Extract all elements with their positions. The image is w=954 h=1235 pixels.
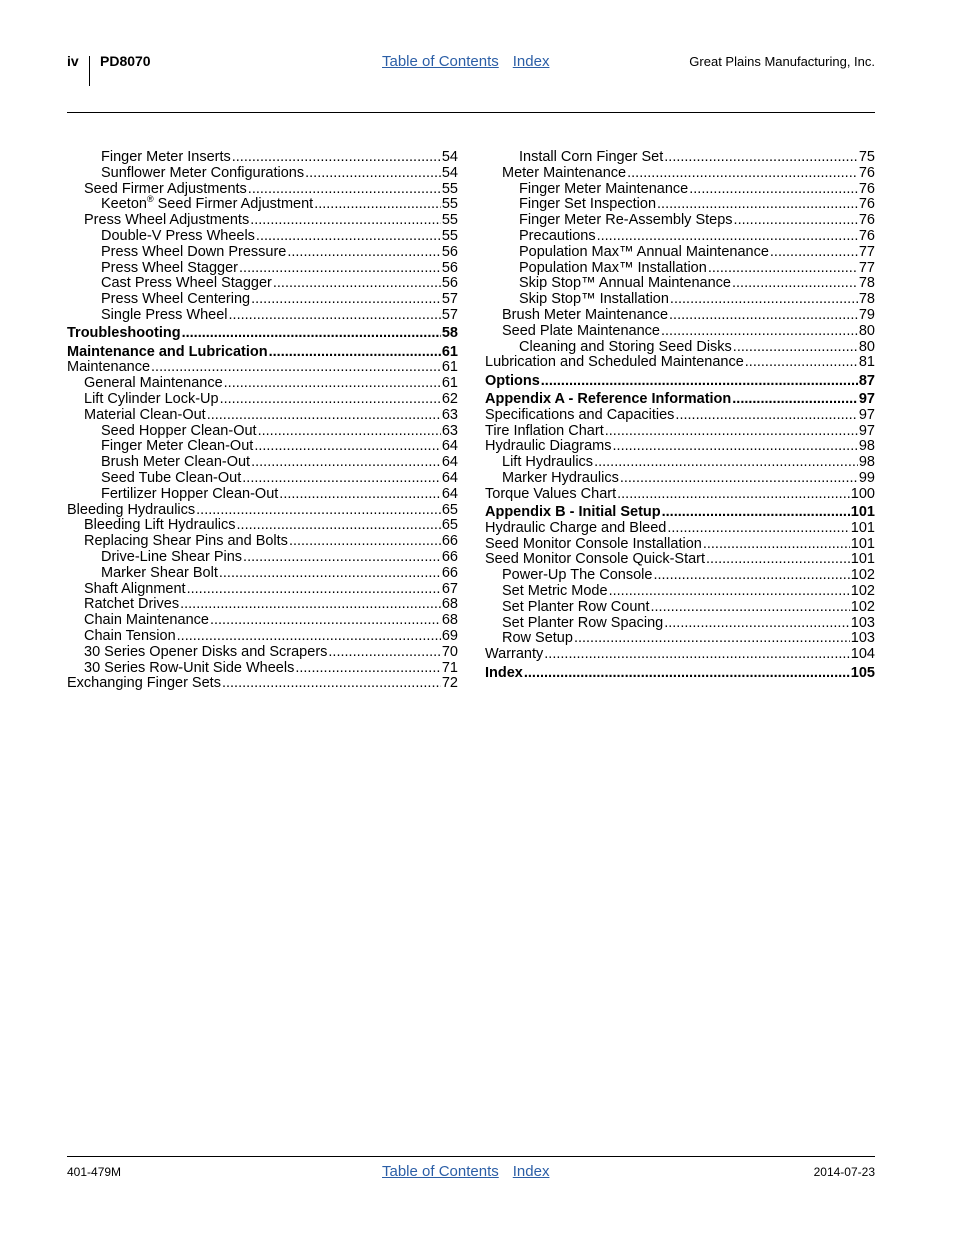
dot-leader [210,613,441,629]
header-rule [67,112,875,113]
toc-entry-page: 78 [858,291,875,308]
dot-leader [254,439,441,455]
toc-entry-page: 97 [858,390,875,407]
toc-entry-page: 102 [850,583,875,600]
toc-entry[interactable] [67,629,458,645]
toc-entry-page: 102 [850,567,875,584]
toc-entry[interactable] [67,150,458,166]
toc-entry-title: Keeton® Seed Firmer Adjustment [101,194,314,213]
toc-entry-title: Lift Cylinder Lock-Up [84,390,219,407]
dot-leader [219,566,441,582]
toc-entry-title: Skip Stop™ Installation [519,291,669,308]
dot-leader [269,345,441,361]
toc-entry[interactable] [67,213,458,229]
toc-entry-title: Row Setup [502,630,573,647]
toc-entry-page: 98 [858,438,875,455]
toc-entry-page: 79 [858,306,875,323]
dot-leader [734,213,858,229]
toc-entry[interactable] [485,182,875,198]
dot-leader [594,455,858,471]
toc-entry-page: 55 [441,212,458,229]
toc-entry-title: Lubrication and Scheduled Maintenance [485,354,744,371]
dot-leader [224,376,441,392]
toc-entry-title: Fertilizer Hopper Clean-Out [101,485,279,502]
toc-column-right [485,150,875,681]
toc-entry-title: Finger Meter Re-Assembly Steps [519,212,733,229]
toc-entry-title: Brush Meter Clean-Out [101,454,251,471]
toc-entry[interactable] [67,597,458,613]
dot-leader [289,534,441,550]
toc-entry[interactable] [485,631,875,647]
toc-entry-title: Hydraulic Diagrams [485,438,612,455]
toc-entry-page: 76 [858,180,875,197]
toc-entry-title: General Maintenance [84,375,223,392]
toc-entry-page: 61 [441,359,458,376]
toc-entry[interactable] [485,424,875,440]
toc-entry-page: 63 [441,406,458,423]
dot-leader [609,584,850,600]
toc-entry-title: Replacing Shear Pins and Bolts [84,533,288,550]
toc-entry[interactable] [67,166,458,182]
publish-date: 2014-07-23 [813,1165,875,1179]
toc-entry-page: 61 [441,343,458,360]
toc-entry-page: 65 [441,501,458,518]
toc-entry-title: Specifications and Capacities [485,406,675,423]
toc-entry-page: 77 [858,259,875,276]
toc-entry[interactable] [67,471,458,487]
toc-entry-title: Maintenance [67,359,151,376]
toc-entry-title: Single Press Wheel [101,306,228,323]
toc-entry[interactable] [67,229,458,245]
toc-entry-title: Appendix B - Initial Setup [485,504,661,521]
dot-leader [177,629,441,645]
dot-leader [620,471,858,487]
dot-leader [239,261,441,277]
toc-entry[interactable] [485,197,875,213]
toc-entry[interactable] [67,345,458,361]
dot-leader [258,424,441,440]
toc-entry-page: 71 [441,659,458,676]
toc-entry-page: 101 [850,535,875,552]
dot-leader [273,276,441,292]
dot-leader [675,408,857,424]
dot-leader [541,374,858,390]
toc-entry-page: 100 [850,485,875,502]
toc-entry[interactable] [67,194,458,213]
toc-entry[interactable] [67,534,458,550]
toc-entry[interactable] [67,676,458,692]
toc-entry-title: 30 Series Row-Unit Side Wheels [84,659,295,676]
toc-entry-page: 76 [858,164,875,181]
dot-leader [664,150,858,166]
toc-entry[interactable] [67,292,458,308]
dot-leader [251,455,441,471]
toc-entry-title: Set Metric Mode [502,583,608,600]
toc-entry-title: Exchanging Finger Sets [67,675,221,692]
dot-leader [524,666,850,682]
toc-entry[interactable] [67,308,458,324]
toc-entry-page: 80 [858,322,875,339]
dot-leader [328,645,440,661]
toc-entry[interactable] [67,503,458,519]
dot-leader [196,503,441,519]
toc-entry-page: 56 [441,259,458,276]
dot-leader [706,552,850,568]
toc-entry-page: 56 [441,275,458,292]
toc-entry-title: 30 Series Opener Disks and Scrapers [84,643,328,660]
toc-entry-page: 104 [850,646,875,663]
toc-entry-page: 97 [858,422,875,439]
dot-leader [708,261,858,277]
toc-entry[interactable] [485,505,875,521]
dot-leader [151,360,441,376]
toc-entry[interactable] [485,245,875,261]
dot-leader [237,518,441,534]
document-id: PD8070 [100,53,151,69]
toc-entry[interactable] [67,261,458,277]
toc-entry-title: Options [485,372,540,389]
toc-entry-title: Precautions [519,227,596,244]
toc-entry-title: Ratchet Drives [84,596,180,613]
toc-entry-title: Seed Monitor Console Installation [485,535,702,552]
dot-leader [664,616,850,632]
dot-leader [242,471,441,487]
footer-index-link[interactable]: Index [512,1163,550,1180]
toc-entry-page: 101 [850,504,875,521]
dot-leader [187,582,441,598]
dot-leader [661,324,858,340]
toc-entry-title: Press Wheel Centering [101,291,251,308]
toc-entry-title: Seed Monitor Console Quick-Start [485,551,706,568]
toc-entry-title: Population Max™ Installation [519,259,707,276]
page-number: iv [67,53,79,69]
dot-leader [732,392,858,408]
toc-entry-title: Set Planter Row Spacing [502,614,664,631]
toc-entry[interactable] [485,616,875,632]
dot-leader [597,229,858,245]
footer-nav [382,1163,563,1180]
toc-entry[interactable] [485,355,875,371]
toc-entry-title: Finger Set Inspection [519,196,657,213]
toc-entry-title: Bleeding Hydraulics [67,501,196,518]
toc-entry-page: 55 [441,196,458,213]
dot-leader [732,276,858,292]
toc-entry-page: 72 [441,675,458,692]
toc-entry-title: Bleeding Lift Hydraulics [84,517,236,534]
toc-entry-page: 76 [858,212,875,229]
dot-leader [250,213,441,229]
toc-entry[interactable] [485,408,875,424]
toc-entry-page: 66 [441,548,458,565]
dot-leader [669,308,858,324]
dot-leader [770,245,858,261]
toc-entry-title: Cleaning and Storing Seed Disks [519,338,732,355]
dot-leader [295,661,441,677]
toc-entry[interactable] [67,245,458,261]
dot-leader [613,439,858,455]
dot-leader [314,197,441,213]
toc-entry-title: Seed Firmer Adjustments [84,180,247,197]
toc-entry-title: Brush Meter Maintenance [502,306,669,323]
toc-entry-page: 76 [858,227,875,244]
toc-entry-page: 102 [850,598,875,615]
toc-entry[interactable] [67,376,458,392]
toc-entry-title: Warranty [485,646,544,663]
toc-entry[interactable] [485,471,875,487]
dot-leader [657,197,858,213]
toc-entry-page: 101 [850,551,875,568]
toc-entry-page: 103 [850,614,875,631]
dot-leader [232,150,441,166]
dot-leader [256,229,441,245]
dot-leader [651,600,850,616]
toc-entry-title: Maintenance and Lubrication [67,343,268,360]
toc-entry-title: Seed Plate Maintenance [502,322,660,339]
header-index-link[interactable]: Index [512,53,550,70]
toc-entry-title: Install Corn Finger Set [519,149,664,165]
dot-leader [182,326,441,342]
toc-entry-page: 87 [858,372,875,389]
toc-entry-page: 57 [441,291,458,308]
toc-entry-title: Tire Inflation Chart [485,422,604,439]
toc-entry-page: 98 [858,454,875,471]
toc-entry-title: Press Wheel Adjustments [84,212,250,229]
dot-leader [251,292,441,308]
toc-entry[interactable] [485,647,875,663]
toc-entry-page: 77 [858,243,875,260]
toc-entry-page: 66 [441,533,458,550]
dot-leader [667,521,849,537]
toc-entry[interactable] [67,455,458,471]
dot-leader [703,537,850,553]
toc-entry[interactable] [485,584,875,600]
toc-entry[interactable] [67,360,458,376]
toc-entry-title: Power-Up The Console [502,567,653,584]
toc-entry-page: 75 [858,149,875,165]
toc-entry-page: 69 [441,627,458,644]
toc-entry[interactable] [67,487,458,503]
dot-leader [544,647,850,663]
dot-leader [605,424,858,440]
toc-entry-title: Finger Meter Maintenance [519,180,689,197]
toc-entry-page: 80 [858,338,875,355]
toc-entry-page: 64 [441,485,458,502]
dot-leader [627,166,858,182]
toc-entry-title: Seed Tube Clean-Out [101,469,242,486]
toc-entry-title: Index [485,664,523,681]
toc-entry-page: 55 [441,180,458,197]
dot-leader [180,597,441,613]
toc-entry-page: 65 [441,517,458,534]
dot-leader [222,676,441,692]
dot-leader [279,487,441,503]
toc-entry-title: Appendix A - Reference Information [485,390,732,407]
dot-leader [689,182,858,198]
dot-leader [243,550,441,566]
toc-entry-page: 61 [441,375,458,392]
footer-toc-link[interactable]: Table of Contents [382,1163,499,1180]
toc-entry[interactable] [67,661,458,677]
toc-entry-title: Set Planter Row Count [502,598,650,615]
toc-entry-title: Press Wheel Stagger [101,259,239,276]
toc-entry-title: Hydraulic Charge and Bleed [485,519,667,536]
toc-entry-title: Meter Maintenance [502,164,627,181]
dot-leader [207,408,441,424]
toc-entry-page: 64 [441,469,458,486]
dot-leader [574,631,850,647]
toc-entry[interactable] [67,645,458,661]
header-toc-link[interactable]: Table of Contents [382,53,499,70]
toc-entry[interactable] [485,374,875,390]
toc-entry-title: Finger Meter Inserts [101,149,231,165]
toc-entry-page: 67 [441,580,458,597]
toc-entry-page: 70 [441,643,458,660]
toc-entry[interactable] [485,292,875,308]
toc-entry-title: Shaft Alignment [84,580,186,597]
toc-entry[interactable] [67,439,458,455]
toc-entry-page: 68 [441,612,458,629]
toc-entry[interactable] [485,600,875,616]
toc-entry[interactable] [485,666,875,682]
part-number: 401-479M [67,1165,122,1179]
toc-column-left [67,150,458,692]
toc-entry-page: 68 [441,596,458,613]
toc-entry[interactable] [485,340,875,356]
toc-entry-title: Sunflower Meter Configurations [101,164,305,181]
toc-entry[interactable] [67,613,458,629]
dot-leader [653,568,849,584]
toc-entry[interactable] [485,276,875,292]
toc-entry-page: 57 [441,306,458,323]
dot-leader [662,505,850,521]
toc-entry-title: Drive-Line Shear Pins [101,548,243,565]
toc-entry-page: 76 [858,196,875,213]
toc-entry-title: Chain Maintenance [84,612,209,629]
toc-entry[interactable] [485,455,875,471]
toc-entry-title: Double-V Press Wheels [101,227,255,244]
toc-entry[interactable] [67,424,458,440]
toc-entry-page: 54 [441,164,458,181]
toc-entry[interactable] [67,566,458,582]
toc-entry-title: Cast Press Wheel Stagger [101,275,272,292]
toc-entry[interactable] [485,150,875,166]
toc-entry-page: 81 [858,354,875,371]
toc-entry[interactable] [485,261,875,277]
toc-entry[interactable] [485,439,875,455]
toc-entry[interactable] [485,552,875,568]
dot-leader [287,245,441,261]
toc-entry-title: Marker Shear Bolt [101,564,218,581]
toc-entry-page: 64 [441,438,458,455]
toc-entry-title: Material Clean-Out [84,406,206,423]
toc-entry-title: Skip Stop™ Annual Maintenance [519,275,731,292]
dot-leader [220,392,441,408]
toc-entry[interactable] [485,308,875,324]
dot-leader [670,292,858,308]
toc-entry-page: 62 [441,390,458,407]
toc-entry-page: 99 [858,469,875,486]
dot-leader [305,166,441,182]
toc-entry[interactable] [67,276,458,292]
toc-entry[interactable] [485,324,875,340]
company-name: Great Plains Manufacturing, Inc. [689,54,875,69]
toc-entry-page: 105 [850,664,875,681]
toc-entry-page: 63 [441,422,458,439]
toc-entry-title: Press Wheel Down Pressure [101,243,287,260]
toc-entry[interactable] [67,392,458,408]
toc-entry[interactable] [485,166,875,182]
dot-leader [745,355,858,371]
dot-leader [229,308,441,324]
toc-entry-page: 54 [441,149,458,165]
toc-entry[interactable] [485,487,875,503]
dot-leader [617,487,850,503]
toc-entry[interactable] [485,537,875,553]
toc-entry[interactable] [67,550,458,566]
toc-entry-page: 103 [850,630,875,647]
toc-entry-page: 78 [858,275,875,292]
header-nav [382,53,563,70]
toc-entry[interactable] [485,568,875,584]
toc-entry-title: Torque Values Chart [485,485,617,502]
toc-entry-page: 64 [441,454,458,471]
toc-entry-title: Troubleshooting [67,325,181,342]
toc-entry[interactable] [485,392,875,408]
toc-entry-title: Finger Meter Clean-Out [101,438,254,455]
toc-entry-page: 58 [441,325,458,342]
toc-entry-page: 66 [441,564,458,581]
toc-entry-title: Chain Tension [84,627,176,644]
toc-entry[interactable] [67,518,458,534]
toc-entry-page: 55 [441,227,458,244]
toc-entry-page: 101 [850,519,875,536]
toc-entry-title: Population Max™ Annual Maintenance [519,243,769,260]
toc-entry-title: Seed Hopper Clean-Out [101,422,257,439]
header-divider [89,56,90,86]
toc-entry-page: 56 [441,243,458,260]
toc-entry[interactable] [67,326,458,342]
footer-rule [67,1156,875,1157]
toc-entry[interactable] [485,213,875,229]
toc-entry-page: 97 [858,406,875,423]
toc-entry-title: Marker Hydraulics [502,469,619,486]
toc-entry[interactable] [485,521,875,537]
toc-entry[interactable] [67,582,458,598]
dot-leader [733,340,858,356]
toc-entry[interactable] [67,408,458,424]
toc-entry[interactable] [485,229,875,245]
toc-entry-title: Lift Hydraulics [502,454,594,471]
